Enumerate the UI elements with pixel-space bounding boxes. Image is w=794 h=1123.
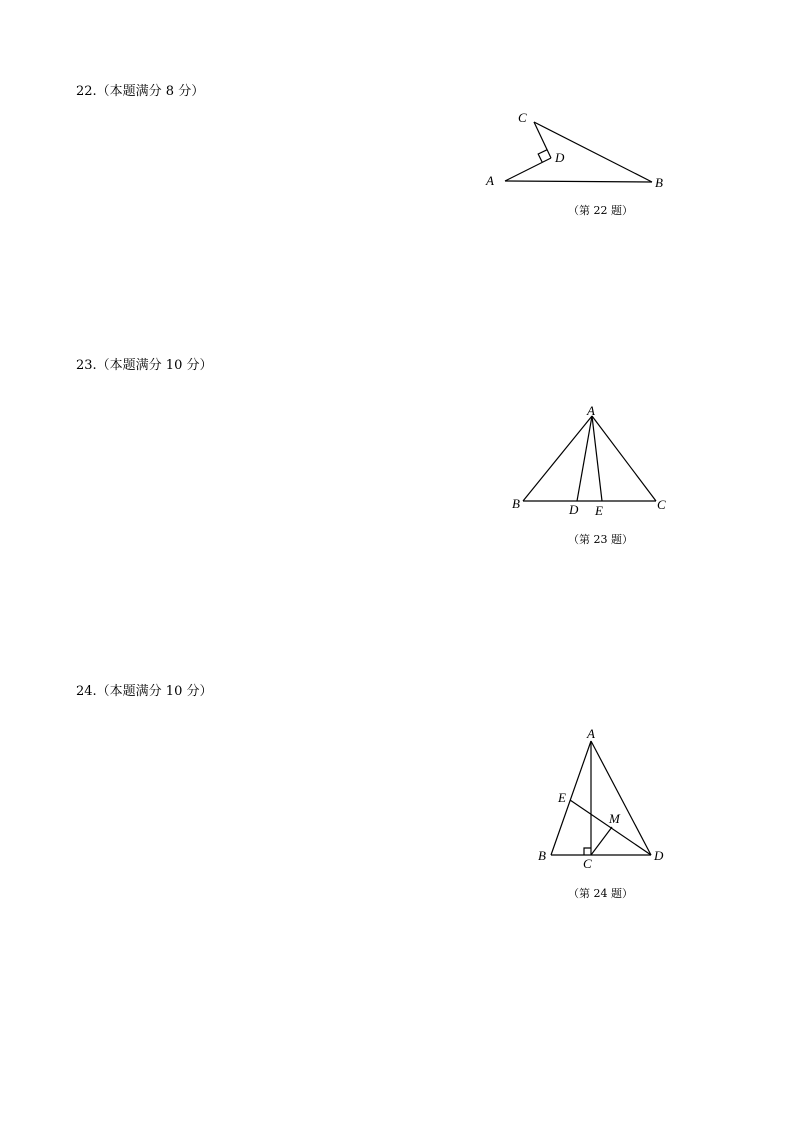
segment-AD	[577, 416, 592, 501]
label-M: M	[609, 811, 620, 826]
figure-23	[512, 403, 666, 518]
segment-AD	[505, 158, 551, 181]
label-B: B	[538, 848, 546, 863]
figure-23-caption: （第 23 题）	[568, 533, 633, 546]
question-24-header: 24.（本题满分 10 分）	[76, 684, 213, 699]
question-23-header: 23.（本题满分 10 分）	[76, 358, 213, 373]
segment-ED	[570, 800, 651, 855]
label-D: D	[654, 848, 664, 863]
figure-22	[485, 110, 663, 190]
segment-AB	[551, 741, 591, 855]
segment-AC	[592, 416, 656, 501]
label-E: E	[558, 790, 566, 805]
label-A: A	[587, 403, 595, 418]
segment-AD	[591, 741, 651, 855]
label-A: A	[486, 173, 494, 188]
segment-AE	[592, 416, 602, 501]
figure-24-caption: （第 24 题）	[568, 887, 633, 900]
label-A: A	[587, 726, 595, 741]
figure-24	[538, 726, 664, 871]
label-B: B	[655, 175, 663, 190]
label-B: B	[512, 496, 520, 511]
segment-CD	[534, 122, 551, 158]
label-D: D	[555, 150, 565, 165]
label-C: C	[657, 497, 666, 512]
figure-22-caption: （第 22 题）	[568, 204, 633, 217]
label-E: E	[595, 503, 603, 518]
segment-AB	[505, 181, 652, 182]
question-22-header: 22.（本题满分 8 分）	[76, 84, 205, 99]
segment-CM	[591, 827, 612, 855]
right-angle-mark-C	[584, 848, 591, 855]
label-C: C	[518, 110, 527, 125]
segment-CB	[534, 122, 652, 182]
label-C: C	[583, 856, 592, 871]
label-D: D	[569, 502, 579, 517]
segment-AB	[523, 416, 592, 501]
